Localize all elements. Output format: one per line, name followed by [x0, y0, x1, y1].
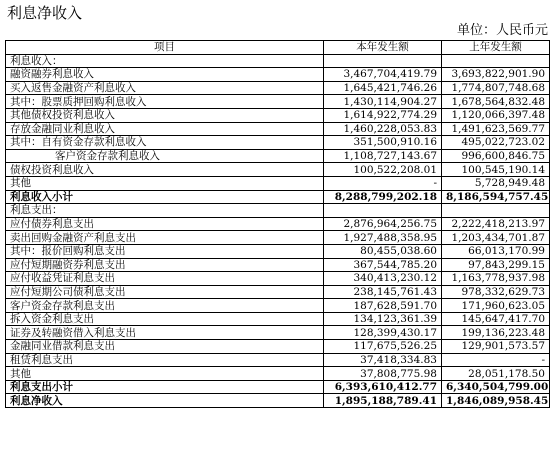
row-current-value: 100,522,208.01: [324, 163, 442, 177]
row-label: 其中：股票质押回购利息收入: [6, 95, 324, 109]
interest-income-table: [5, 40, 550, 408]
row-prior-value: [442, 204, 550, 218]
header-item: 项目: [6, 41, 324, 55]
row-label: 租赁利息支出: [6, 353, 324, 367]
row-current-value: 117,675,526.25: [324, 340, 442, 354]
table-row: [6, 149, 550, 163]
table-row: [6, 108, 550, 122]
row-current-value: 351,500,910.16: [324, 136, 442, 150]
row-prior-value: 97,843,299.15: [442, 258, 550, 272]
row-label: 应付短期融资券利息支出: [6, 258, 324, 272]
row-label: 其中：自有资金存款利息收入: [6, 136, 324, 150]
row-label: 应付债券利息支出: [6, 217, 324, 231]
row-prior-value: 2,222,418,213.97: [442, 217, 550, 231]
table-row: [6, 95, 550, 109]
row-current-value: 1,460,228,053.83: [324, 122, 442, 136]
table-row: [6, 231, 550, 245]
row-current-value: 80,455,038.60: [324, 244, 442, 258]
row-label: 应付收益凭证利息支出: [6, 272, 324, 286]
row-prior-value: 28,051,178.50: [442, 367, 550, 381]
table-row: [6, 190, 550, 204]
table-row: [6, 394, 550, 408]
table-row: [6, 367, 550, 381]
table-header-row: [6, 41, 550, 55]
row-prior-value: 1,163,778,937.98: [442, 272, 550, 286]
row-current-value: [324, 204, 442, 218]
row-label: 买入返售金融资产利息收入: [6, 81, 324, 95]
row-label: 利息净收入: [6, 394, 324, 408]
table-row: [6, 258, 550, 272]
table-row: [6, 326, 550, 340]
row-current-value: 3,467,704,419.79: [324, 68, 442, 82]
row-prior-value: 8,186,594,757.45: [442, 190, 550, 204]
row-current-value: 1,430,114,904.27: [324, 95, 442, 109]
row-label: 融资融券利息收入: [6, 68, 324, 82]
row-label: 存放金融同业利息收入: [6, 122, 324, 136]
row-current-value: 1,614,922,774.29: [324, 108, 442, 122]
page-title: 利息净收入: [7, 4, 83, 22]
row-prior-value: [442, 54, 550, 68]
row-current-value: -: [324, 176, 442, 190]
row-prior-value: 66,013,170.99: [442, 244, 550, 258]
row-prior-value: 1,203,434,701.87: [442, 231, 550, 245]
row-prior-value: 996,600,846.75: [442, 149, 550, 163]
table-row: [6, 217, 550, 231]
table-row: [6, 163, 550, 177]
table-row: [6, 122, 550, 136]
unit-label: 单位：人民币元: [456, 23, 548, 38]
row-label: 应付短期公司债利息支出: [6, 285, 324, 299]
row-label: 拆入资金利息支出: [6, 312, 324, 326]
row-prior-value: 1,774,807,748.68: [442, 81, 550, 95]
table-row: [6, 54, 550, 68]
table-row: [6, 380, 550, 394]
table-row: [6, 68, 550, 82]
row-current-value: [324, 54, 442, 68]
row-prior-value: 1,120,066,397.48: [442, 108, 550, 122]
row-current-value: 37,418,334.83: [324, 353, 442, 367]
row-prior-value: 1,846,089,958.45: [442, 394, 550, 408]
row-current-value: 367,544,785.20: [324, 258, 442, 272]
row-label: 债权投资利息收入: [6, 163, 324, 177]
header-current-year: 本年发生额: [324, 41, 442, 55]
table-row: [6, 176, 550, 190]
row-label: 卖出回购金融资产利息支出: [6, 231, 324, 245]
row-current-value: 1,927,488,358.95: [324, 231, 442, 245]
row-current-value: 340,413,230.12: [324, 272, 442, 286]
row-prior-value: 1,678,564,832.48: [442, 95, 550, 109]
row-label: 其中：报价回购利息支出: [6, 244, 324, 258]
table-row: [6, 136, 550, 150]
table-row: [6, 272, 550, 286]
row-label: 其他债权投资利息收入: [6, 108, 324, 122]
row-label: 客户资金存款利息收入: [6, 149, 324, 163]
row-prior-value: 5,728,949.48: [442, 176, 550, 190]
table-row: [6, 204, 550, 218]
row-current-value: 8,288,799,202.18: [324, 190, 442, 204]
table-row: [6, 340, 550, 354]
row-prior-value: 495,022,723.02: [442, 136, 550, 150]
row-label: 利息收入：: [6, 54, 324, 68]
row-current-value: 2,876,964,256.75: [324, 217, 442, 231]
row-prior-value: 100,545,190.14: [442, 163, 550, 177]
row-label: 金融同业借款利息支出: [6, 340, 324, 354]
row-current-value: 128,399,430.17: [324, 326, 442, 340]
row-label: 客户资金存款利息支出: [6, 299, 324, 313]
row-label: 其他: [6, 367, 324, 381]
row-current-value: 134,123,361.39: [324, 312, 442, 326]
row-current-value: 1,645,421,746.26: [324, 81, 442, 95]
row-current-value: 1,895,188,789.41: [324, 394, 442, 408]
table-row: [6, 81, 550, 95]
row-current-value: 1,108,727,143.67: [324, 149, 442, 163]
row-label: 证券及转融资借入利息支出: [6, 326, 324, 340]
row-current-value: 238,145,761.43: [324, 285, 442, 299]
row-prior-value: 6,340,504,799.00: [442, 380, 550, 394]
row-prior-value: 978,332,629.73: [442, 285, 550, 299]
row-prior-value: 1,491,623,569.77: [442, 122, 550, 136]
row-label: 利息收入小计: [6, 190, 324, 204]
table-row: [6, 353, 550, 367]
table-row: [6, 312, 550, 326]
row-prior-value: 129,901,573.57: [442, 340, 550, 354]
row-current-value: 187,628,591.70: [324, 299, 442, 313]
row-prior-value: 145,647,417.70: [442, 312, 550, 326]
table-row: [6, 299, 550, 313]
header-prior-year: 上年发生额: [442, 41, 550, 55]
row-prior-value: 171,960,623.05: [442, 299, 550, 313]
row-prior-value: 3,693,822,901.90: [442, 68, 550, 82]
row-current-value: 6,393,610,412.77: [324, 380, 442, 394]
row-label: 利息支出：: [6, 204, 324, 218]
row-current-value: 37,808,775.98: [324, 367, 442, 381]
row-prior-value: -: [442, 353, 550, 367]
row-label: 其他: [6, 176, 324, 190]
table-row: [6, 285, 550, 299]
row-label: 利息支出小计: [6, 380, 324, 394]
row-prior-value: 199,136,223.48: [442, 326, 550, 340]
table-row: [6, 244, 550, 258]
